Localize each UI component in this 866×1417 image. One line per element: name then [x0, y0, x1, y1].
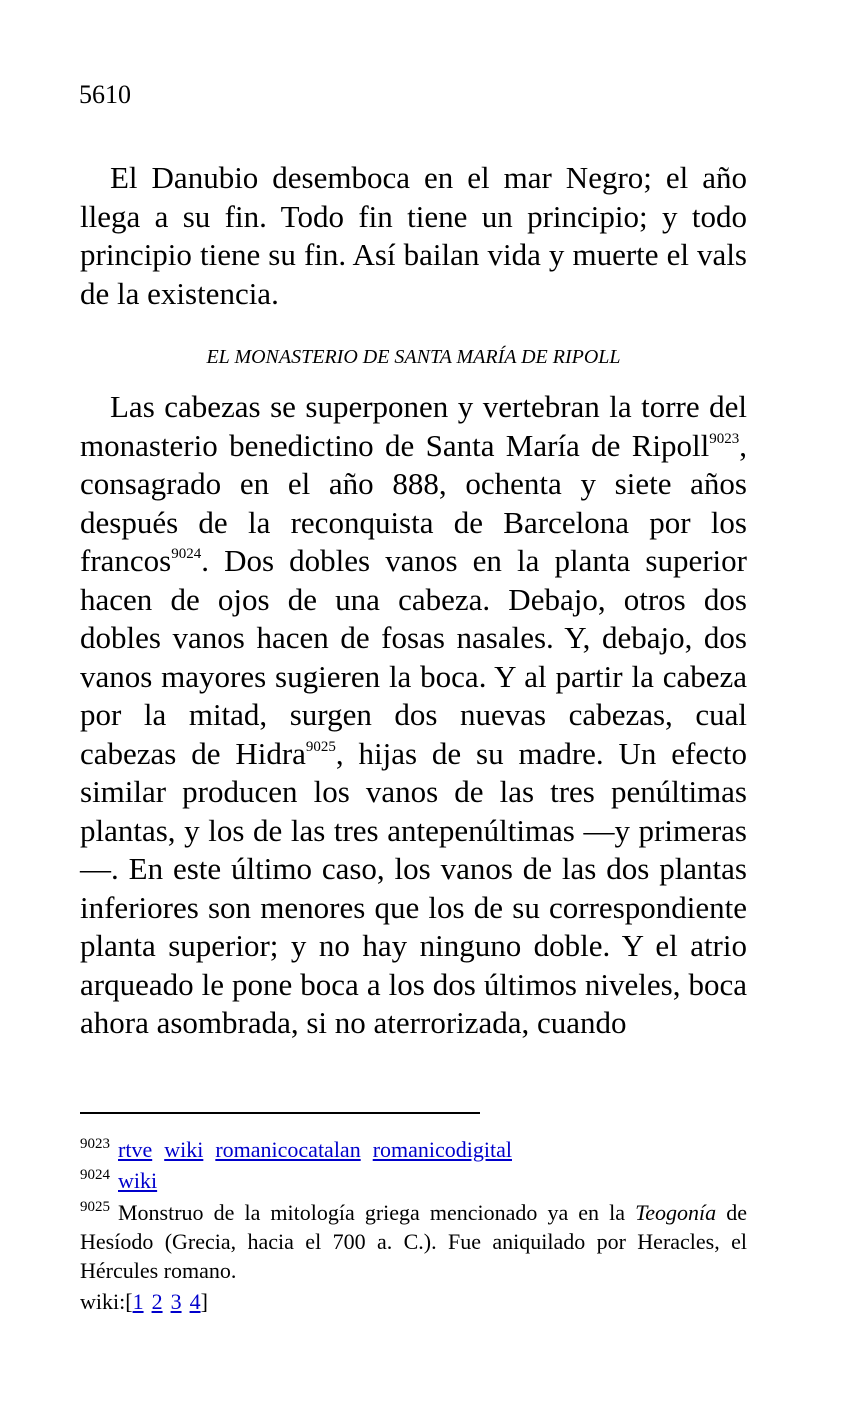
wiki-link-4[interactable]: 4	[189, 1289, 201, 1314]
footnote-ref-9024[interactable]: 9024	[171, 546, 202, 562]
footnote-text: Monstruo de la mitología griega mencionado ya en la	[118, 1200, 636, 1225]
page-number: 5610	[79, 80, 131, 109]
wiki-link-3[interactable]: 3	[170, 1289, 182, 1314]
paragraph-2-text-1: Las cabezas se superponen y vertebran la torre del monasterio benedictino de Santa María de Ripoll	[80, 389, 747, 463]
paragraph-2-text-3: . Dos dobles vanos en la planta superior hacen de ojos de una cabeza. Debajo, otros dos dobles vanos hacen de fosas nasales. Y, debajo, dos vanos mayores sugieren la boca. Y al partir la cabeza por la mitad, surgen dos nuevas cabezas, cual cabezas de Hidra	[80, 543, 747, 771]
footnote-9025-wiki-links	[80, 1287, 747, 1316]
footnote-ref-9025[interactable]: 9025	[305, 738, 336, 755]
wiki-close: ]	[200, 1289, 208, 1314]
footnote-9023	[80, 1135, 747, 1164]
link-wiki[interactable]: wiki	[118, 1168, 158, 1193]
footnote-9025	[80, 1198, 747, 1285]
footnote-number: 9025	[80, 1199, 110, 1215]
footnote-text: de Hesíodo (Grecia, hacia el 700 a. C.). Fue aniquilado por Heracles, el Hércules romano.	[80, 1200, 748, 1283]
paragraph-2-text-2: , consagrado en el año 888, ochenta y siete años después de la reconquista de Barcelona por los francos	[80, 427, 747, 578]
footnote-ref-9023[interactable]: 9023	[709, 430, 740, 447]
link-romanicocatalan[interactable]: romanicocatalan	[215, 1137, 361, 1162]
footnote-number: 9023	[80, 1136, 110, 1152]
paragraph-2	[80, 388, 747, 1043]
paragraph-1: El Danubio desemboca en el mar Negro; el año llega a su fin. Todo fin tiene un principio; y todo principio tiene su fin. Así bailan vida y muerte el vals de la existencia.	[80, 160, 747, 311]
link-rtve[interactable]: rtve	[118, 1137, 153, 1162]
link-wiki[interactable]: wiki	[164, 1137, 204, 1162]
book-title: Teogonía	[635, 1200, 717, 1225]
footnote-number: 9024	[80, 1167, 110, 1183]
wiki-link-2[interactable]: 2	[151, 1289, 163, 1314]
paragraph-2-text-4: , hijas de su madre. Un efecto similar producen los vanos de las tres penúltimas plantas, y los de las tres antepenúltimas —y primeras—. En este último caso, los vanos de las dos plantas inferiores son menores que los de su correspondiente planta superior; y no hay ninguno doble. Y el atrio arqueado le pone boca a los dos últimos niveles, boca ahora asombrada, si no aterrorizada, cuando	[80, 735, 747, 1040]
wiki-link-1[interactable]: 1	[132, 1289, 144, 1314]
footnote-9024	[80, 1166, 747, 1195]
wiki-label: wiki:[	[80, 1289, 133, 1314]
footnote-divider	[80, 1112, 480, 1114]
section-heading: EL MONASTERIO DE SANTA MARÍA DE RIPOLL	[206, 346, 621, 368]
link-romanicodigital[interactable]: romanicodigital	[372, 1137, 512, 1162]
